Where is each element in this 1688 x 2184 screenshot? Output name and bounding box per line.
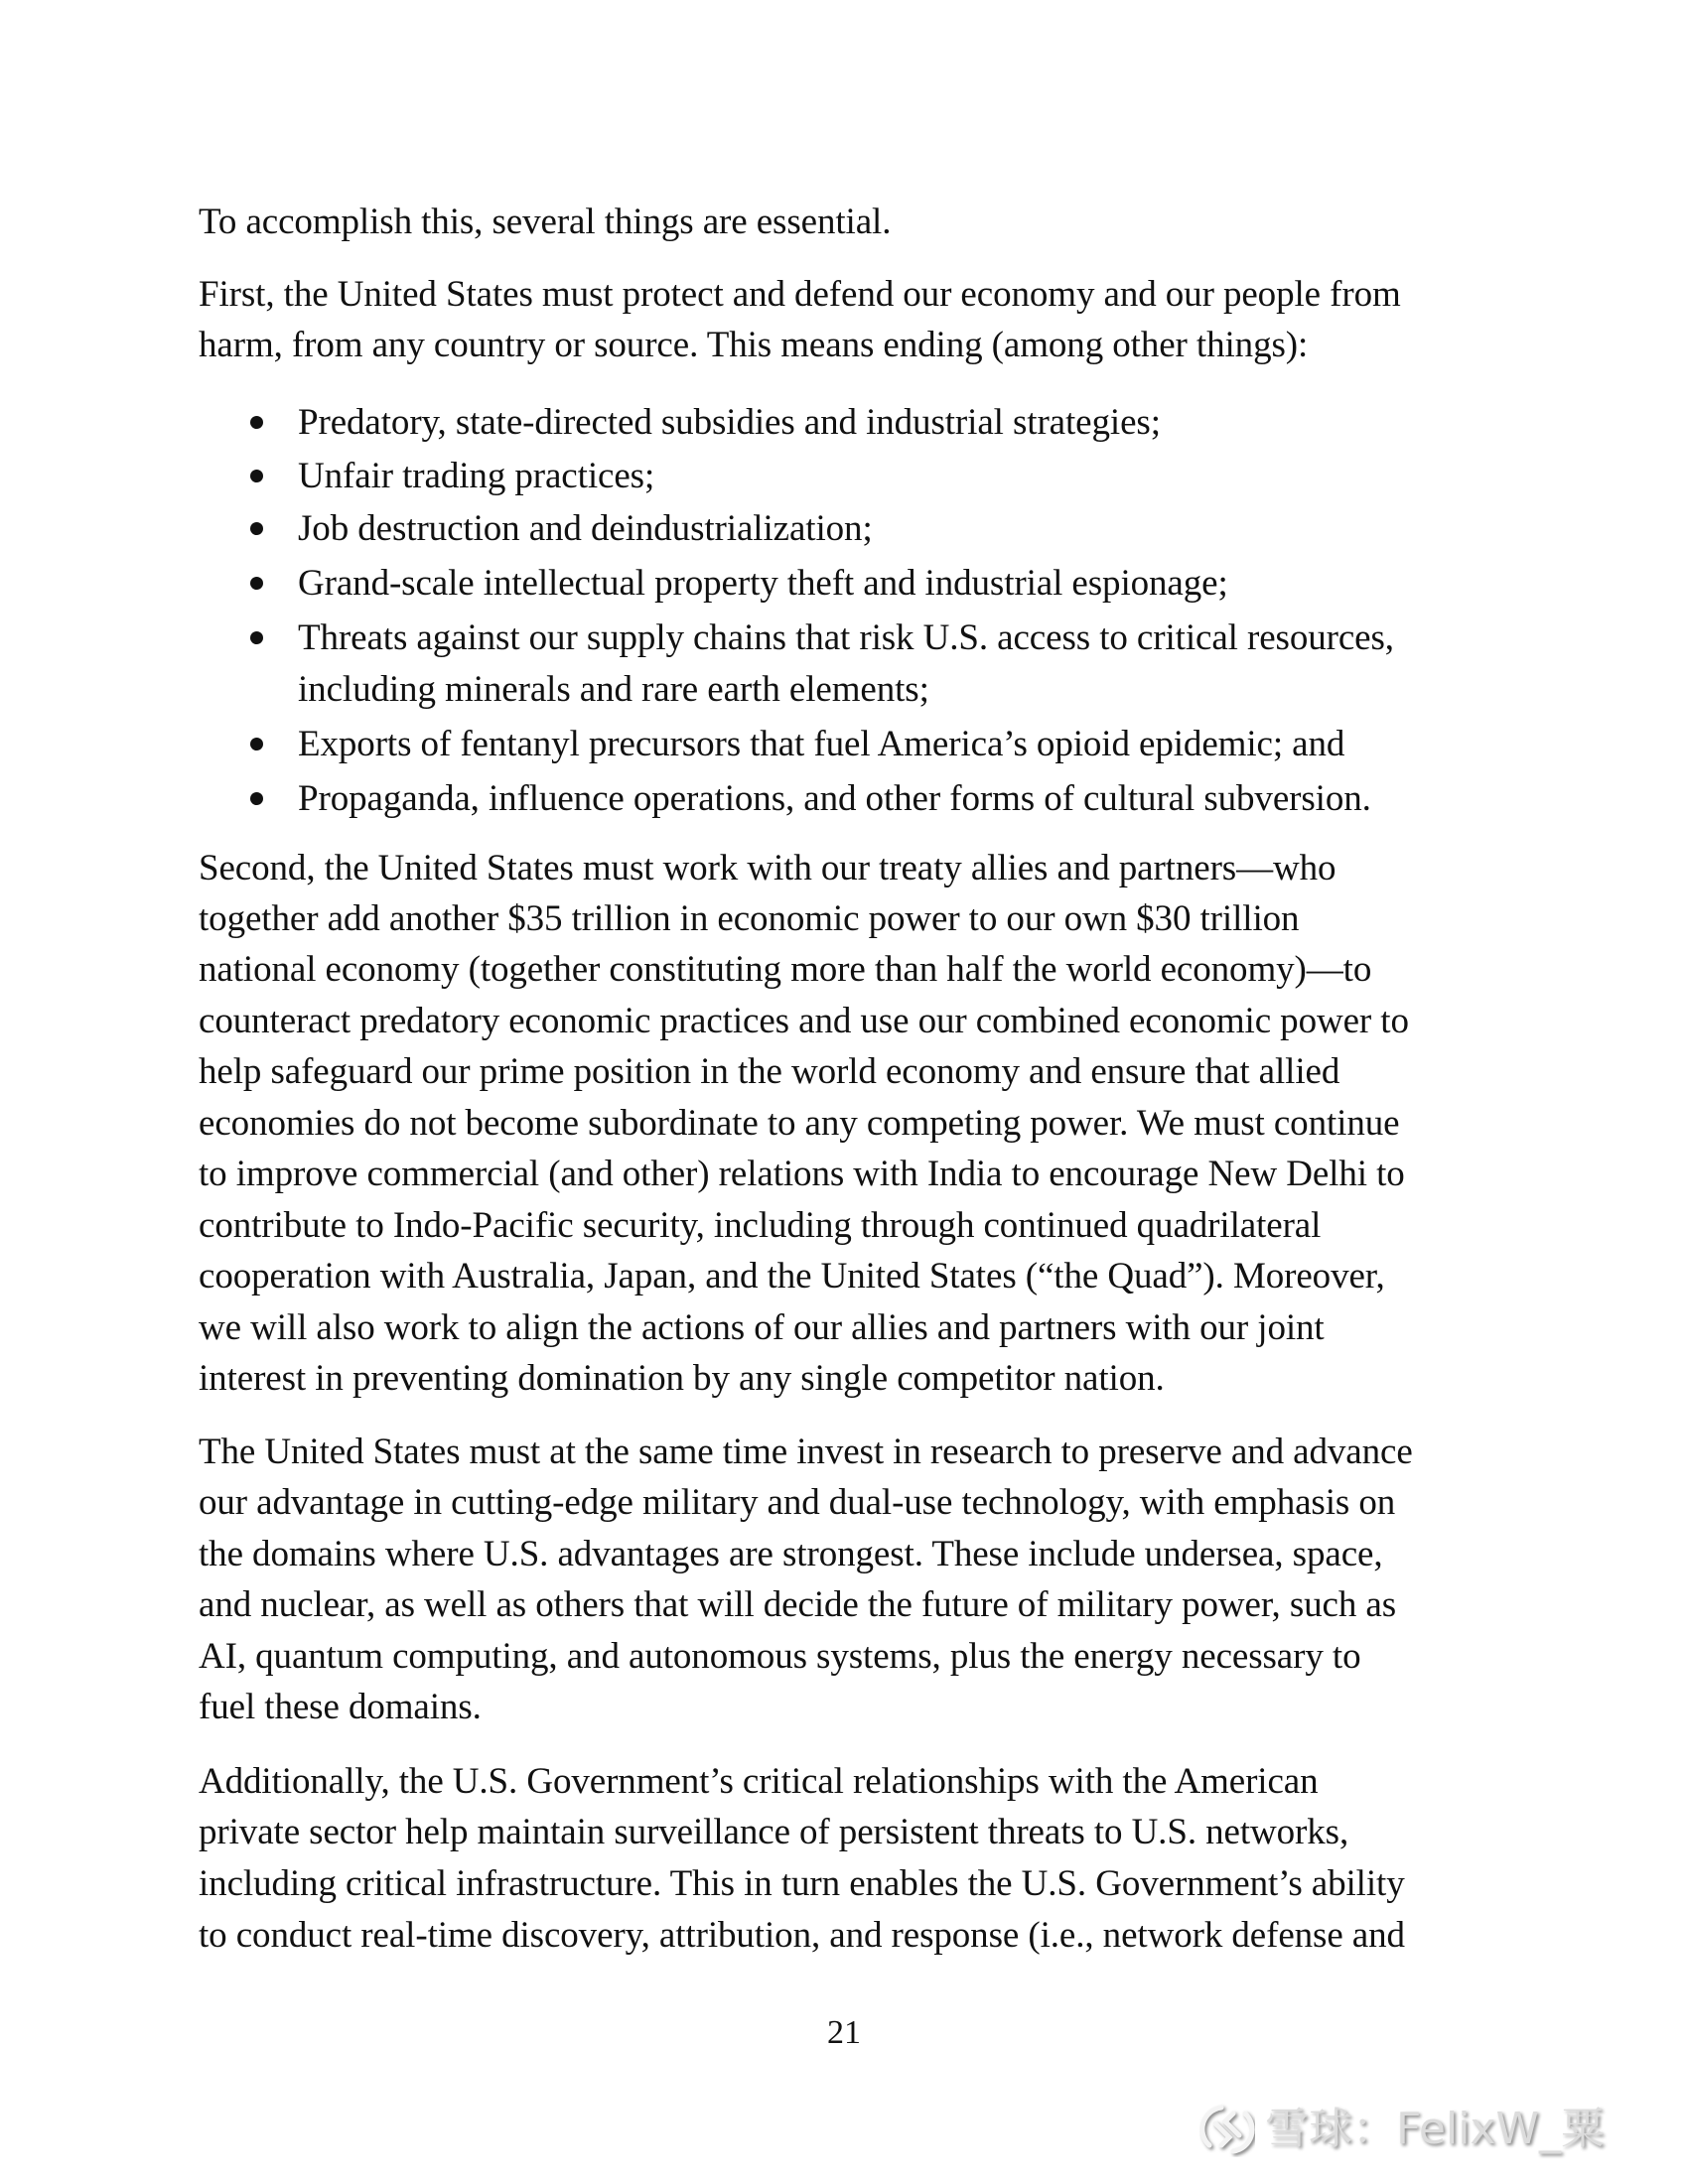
bullet-icon <box>250 738 263 751</box>
text-line: interest in preventing domination by any single competitor nation. <box>199 1358 1165 1399</box>
text-line: the domains where U.S. advantages are strongest. These include undersea, space, <box>199 1534 1383 1574</box>
list-item-text: Unfair trading practices; <box>298 456 655 496</box>
text-line: our advantage in cutting-edge military and dual-use technology, with emphasis on <box>199 1482 1396 1523</box>
bullet-icon <box>250 522 263 535</box>
text-line: cooperation with Australia, Japan, and the United States (“the Quad”). Moreover, <box>199 1256 1385 1297</box>
list-item-text: Threats against our supply chains that risk U.S. access to critical resources, <box>298 617 1394 658</box>
text-line: to conduct real-time discovery, attribution, and response (i.e., network defense and <box>199 1915 1405 1956</box>
text-line: and nuclear, as well as others that will decide the future of military power, such as <box>199 1584 1397 1625</box>
text-line: including critical infrastructure. This in turn enables the U.S. Government’s ability <box>199 1863 1405 1904</box>
list-item-text: Predatory, state-directed subsidies and industrial strategies; <box>298 402 1161 443</box>
text-line: First, the United States must protect and defend our economy and our people from <box>199 274 1401 315</box>
bullet-icon <box>250 631 263 644</box>
text-line: harm, from any country or source. This means ending (among other things): <box>199 325 1309 365</box>
text-line: help safeguard our prime position in the world economy and ensure that allied <box>199 1051 1340 1092</box>
text-line: to improve commercial (and other) relations with India to encourage New Delhi to <box>199 1154 1405 1194</box>
list-item-text: Grand-scale intellectual property theft and industrial espionage; <box>298 563 1228 604</box>
text-line: together add another $35 trillion in economic power to our own $30 trillion <box>199 898 1300 939</box>
bullet-icon <box>250 577 263 590</box>
text-line: private sector help maintain surveillance of persistent threats to U.S. networks, <box>199 1812 1349 1852</box>
text-line: national economy (together constituting more than half the world economy)—to <box>199 949 1372 990</box>
text-line: contribute to Indo-Pacific security, including through continued quadrilateral <box>199 1205 1322 1246</box>
text-line: counteract predatory economic practices and use our combined economic power to <box>199 1001 1409 1041</box>
xueqiu-logo-icon <box>1199 2102 1255 2157</box>
text-line: fuel these domains. <box>199 1687 482 1727</box>
list-item-text: including minerals and rare earth elements; <box>298 669 929 710</box>
list-item-text: Job destruction and deindustrialization; <box>298 508 873 549</box>
list-item-text: Propaganda, influence operations, and other forms of cultural subversion. <box>298 778 1371 819</box>
page-number: 21 <box>827 2014 861 2051</box>
text-line: The United States must at the same time invest in research to preserve and advance <box>199 1432 1413 1472</box>
text-line: we will also work to align the actions of our allies and partners with our joint <box>199 1307 1325 1348</box>
text-line: Additionally, the U.S. Government’s critical relationships with the American <box>199 1761 1319 1802</box>
text-line: AI, quantum computing, and autonomous systems, plus the energy necessary to <box>199 1636 1361 1677</box>
bullet-icon <box>250 416 263 429</box>
text-line: economies do not become subordinate to any competing power. We must continue <box>199 1103 1400 1144</box>
list-item-text: Exports of fentanyl precursors that fuel America’s opioid epidemic; and <box>298 724 1345 764</box>
bullet-icon <box>250 470 263 482</box>
text-line: To accomplish this, several things are essential. <box>199 202 892 242</box>
watermark-text: 雪球：FelixW_粟 <box>1265 2104 1605 2154</box>
watermark <box>1199 2101 1605 2158</box>
text-line: Second, the United States must work with our treaty allies and partners—who <box>199 848 1336 888</box>
bullet-icon <box>250 792 263 805</box>
